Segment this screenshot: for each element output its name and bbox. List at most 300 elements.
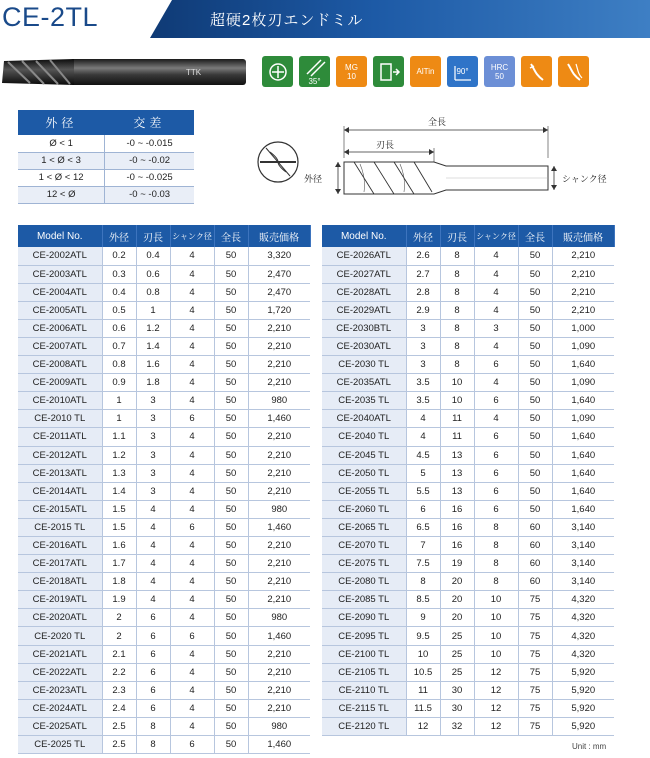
model-no-cell: CE-2016ATL bbox=[18, 537, 102, 555]
table-row bbox=[322, 518, 614, 536]
table-row bbox=[18, 410, 310, 428]
shank-diameter-cell: 4 bbox=[170, 663, 214, 681]
shank-diameter-cell: 4 bbox=[170, 482, 214, 500]
price-cell: 5,920 bbox=[552, 699, 614, 717]
price-cell: 2,210 bbox=[248, 591, 310, 609]
overall-length-cell: 50 bbox=[518, 319, 552, 337]
model-no-cell: CE-2050 TL bbox=[322, 464, 406, 482]
outer-diameter-cell: 0.8 bbox=[102, 356, 136, 374]
flute-length-cell: 30 bbox=[440, 699, 474, 717]
price-cell: 2,210 bbox=[552, 247, 614, 265]
price-cell: 2,210 bbox=[248, 374, 310, 392]
model-no-cell: CE-2004ATL bbox=[18, 283, 102, 301]
price-cell: 3,140 bbox=[552, 555, 614, 573]
flute-length-cell: 25 bbox=[440, 627, 474, 645]
flute-length-cell: 8 bbox=[440, 337, 474, 355]
price-cell: 1,000 bbox=[552, 319, 614, 337]
price-cell: 2,210 bbox=[248, 573, 310, 591]
col-flute-length: 刃長 bbox=[440, 225, 474, 247]
model-no-cell: CE-2008ATL bbox=[18, 356, 102, 374]
outer-diameter-cell: 2.6 bbox=[406, 247, 440, 265]
model-no-cell: CE-2075 TL bbox=[322, 555, 406, 573]
dimension-diagram bbox=[256, 112, 650, 222]
table-row bbox=[18, 518, 310, 536]
overall-length-cell: 50 bbox=[214, 265, 248, 283]
model-no-cell: CE-2025 TL bbox=[18, 736, 102, 754]
price-cell: 2,210 bbox=[248, 663, 310, 681]
shank-diameter-cell: 4 bbox=[170, 699, 214, 717]
shank-diameter-cell: 4 bbox=[170, 265, 214, 283]
tolerance-row bbox=[18, 135, 194, 152]
model-no-cell: CE-2065 TL bbox=[322, 518, 406, 536]
price-cell: 980 bbox=[248, 392, 310, 410]
flute-length-cell: 8 bbox=[440, 319, 474, 337]
flute-length-cell: 6 bbox=[136, 699, 170, 717]
outer-diameter-cell: 2.5 bbox=[102, 717, 136, 735]
model-no-cell: CE-2005ATL bbox=[18, 301, 102, 319]
table-row bbox=[18, 356, 310, 374]
price-cell: 2,210 bbox=[248, 446, 310, 464]
col-shank-diameter: シャンク径 bbox=[170, 225, 214, 247]
table-row bbox=[18, 717, 310, 735]
price-cell: 4,320 bbox=[552, 627, 614, 645]
table-row bbox=[322, 645, 614, 663]
price-cell: 1,090 bbox=[552, 374, 614, 392]
price-cell: 1,460 bbox=[248, 627, 310, 645]
shank-diameter-cell: 4 bbox=[170, 645, 214, 663]
flute-length-cell: 8 bbox=[440, 265, 474, 283]
table-row bbox=[322, 464, 614, 482]
hardness-icon bbox=[484, 56, 515, 87]
flute-length-cell: 3 bbox=[136, 392, 170, 410]
shank-diameter-cell: 8 bbox=[474, 573, 518, 591]
table-row bbox=[322, 356, 614, 374]
overall-length-cell: 50 bbox=[214, 663, 248, 681]
table-row bbox=[18, 500, 310, 518]
table-row bbox=[322, 663, 614, 681]
outer-diameter-cell: 12 bbox=[406, 717, 440, 735]
table-row bbox=[18, 609, 310, 627]
outer-diameter-cell: 7.5 bbox=[406, 555, 440, 573]
model-no-cell: CE-2095 TL bbox=[322, 627, 406, 645]
outer-diameter-cell: 3.5 bbox=[406, 374, 440, 392]
outer-diameter-cell: 1.5 bbox=[102, 518, 136, 536]
tolerance-value: -0 ~ -0.03 bbox=[105, 186, 194, 203]
product-table-left bbox=[18, 225, 311, 754]
overall-length-cell: 50 bbox=[214, 410, 248, 428]
table-row bbox=[18, 464, 310, 482]
tolerance-row bbox=[18, 186, 194, 203]
price-cell: 2,210 bbox=[248, 464, 310, 482]
price-cell: 2,210 bbox=[552, 301, 614, 319]
outer-diameter-cell: 1.1 bbox=[102, 428, 136, 446]
overall-length-cell: 50 bbox=[518, 356, 552, 374]
outer-diameter-cell: 0.3 bbox=[102, 265, 136, 283]
overall-length-cell: 50 bbox=[214, 681, 248, 699]
price-cell: 3,140 bbox=[552, 537, 614, 555]
model-no-cell: CE-2023ATL bbox=[18, 681, 102, 699]
shank-diameter-cell: 4 bbox=[170, 392, 214, 410]
flute-length-cell: 0.6 bbox=[136, 265, 170, 283]
helix-angle-label: 35° bbox=[308, 77, 321, 86]
overall-length-cell: 60 bbox=[518, 555, 552, 573]
outer-diameter-cell: 1.6 bbox=[102, 537, 136, 555]
table-row bbox=[18, 573, 310, 591]
flute-length-cell: 1.8 bbox=[136, 374, 170, 392]
price-cell: 1,090 bbox=[552, 410, 614, 428]
model-no-cell: CE-2027ATL bbox=[322, 265, 406, 283]
col-model: Model No. bbox=[18, 225, 102, 247]
model-no-cell: CE-2055 TL bbox=[322, 482, 406, 500]
price-cell: 1,720 bbox=[248, 301, 310, 319]
shank-diameter-cell: 4 bbox=[170, 555, 214, 573]
col-price: 販売価格 bbox=[552, 225, 614, 247]
col-outer-diameter: 外径 bbox=[102, 225, 136, 247]
product-table-right bbox=[322, 225, 615, 736]
shank-diameter-cell: 4 bbox=[474, 247, 518, 265]
tolerance-header-tolerance: 交差 bbox=[105, 110, 194, 135]
outer-diameter-cell: 0.6 bbox=[102, 319, 136, 337]
flute-length-cell: 1 bbox=[136, 301, 170, 319]
hardness-label: HRC 50 bbox=[490, 62, 509, 81]
overall-length-cell: 75 bbox=[518, 591, 552, 609]
price-cell: 1,460 bbox=[248, 518, 310, 536]
shank-diameter-cell: 8 bbox=[474, 555, 518, 573]
shank-diameter-cell: 4 bbox=[170, 374, 214, 392]
flute-length-cell: 25 bbox=[440, 645, 474, 663]
outer-diameter-cell: 2.8 bbox=[406, 283, 440, 301]
cutting-direction-icon bbox=[373, 56, 404, 87]
outer-diameter-cell: 5.5 bbox=[406, 482, 440, 500]
flute-length-cell: 8 bbox=[440, 283, 474, 301]
col-model: Model No. bbox=[322, 225, 406, 247]
flute-length-label: 刃長 bbox=[376, 140, 395, 150]
table-row bbox=[322, 591, 614, 609]
outer-diameter-cell: 10 bbox=[406, 645, 440, 663]
model-no-cell: CE-2060 TL bbox=[322, 500, 406, 518]
table-row bbox=[18, 337, 310, 355]
model-no-cell: CE-2070 TL bbox=[322, 537, 406, 555]
model-no-cell: CE-2029ATL bbox=[322, 301, 406, 319]
table-row bbox=[322, 537, 614, 555]
price-cell: 2,210 bbox=[248, 356, 310, 374]
shank-diameter-cell: 12 bbox=[474, 681, 518, 699]
col-flute-length: 刃長 bbox=[136, 225, 170, 247]
col-overall-length: 全長 bbox=[214, 225, 248, 247]
col-outer-diameter: 外径 bbox=[406, 225, 440, 247]
model-no-cell: CE-2018ATL bbox=[18, 573, 102, 591]
model-no-cell: CE-2035ATL bbox=[322, 374, 406, 392]
shank-diameter-cell: 8 bbox=[474, 537, 518, 555]
model-no-cell: CE-2105 TL bbox=[322, 663, 406, 681]
flute-length-cell: 6 bbox=[136, 681, 170, 699]
overall-length-cell: 60 bbox=[518, 518, 552, 536]
model-no-cell: CE-2010 TL bbox=[18, 410, 102, 428]
outer-diameter-cell: 7 bbox=[406, 537, 440, 555]
overall-length-cell: 50 bbox=[518, 247, 552, 265]
finishing-icon bbox=[558, 56, 589, 87]
outer-diameter-cell: 8.5 bbox=[406, 591, 440, 609]
model-no-cell: CE-2120 TL bbox=[322, 717, 406, 735]
shank-diameter-cell: 12 bbox=[474, 699, 518, 717]
outer-diameter-cell: 11.5 bbox=[406, 699, 440, 717]
price-cell: 3,140 bbox=[552, 518, 614, 536]
model-no-cell: CE-2035 TL bbox=[322, 392, 406, 410]
end-view-icon bbox=[258, 142, 298, 182]
shank-diameter-cell: 6 bbox=[170, 736, 214, 754]
table-row bbox=[18, 265, 310, 283]
outer-diameter-cell: 2.9 bbox=[406, 301, 440, 319]
overall-length-cell: 50 bbox=[214, 699, 248, 717]
flute-length-cell: 3 bbox=[136, 428, 170, 446]
col-overall-length: 全長 bbox=[518, 225, 552, 247]
flute-length-cell: 11 bbox=[440, 410, 474, 428]
price-cell: 2,210 bbox=[552, 265, 614, 283]
overall-length-cell: 50 bbox=[214, 247, 248, 265]
outer-diameter-cell: 0.7 bbox=[102, 337, 136, 355]
col-price: 販売価格 bbox=[248, 225, 310, 247]
shank-diameter-cell: 12 bbox=[474, 663, 518, 681]
tool-brand: TTK bbox=[186, 68, 202, 77]
table-row bbox=[322, 265, 614, 283]
flute-length-cell: 3 bbox=[136, 446, 170, 464]
price-cell: 2,210 bbox=[248, 555, 310, 573]
grade-icon bbox=[336, 56, 367, 87]
overall-length-cell: 50 bbox=[214, 609, 248, 627]
price-cell: 4,320 bbox=[552, 645, 614, 663]
outer-diameter-cell: 3 bbox=[406, 356, 440, 374]
model-no-cell: CE-2014ATL bbox=[18, 482, 102, 500]
price-cell: 2,470 bbox=[248, 283, 310, 301]
shank-diameter-cell: 6 bbox=[474, 356, 518, 374]
table-row bbox=[18, 247, 310, 265]
flute-length-cell: 4 bbox=[136, 591, 170, 609]
coating-icon bbox=[410, 56, 441, 87]
model-no-cell: CE-2030BTL bbox=[322, 319, 406, 337]
roughing-icon bbox=[521, 56, 552, 87]
price-cell: 2,210 bbox=[248, 319, 310, 337]
overall-length-cell: 50 bbox=[518, 337, 552, 355]
tolerance-value: -0 ~ -0.025 bbox=[105, 169, 194, 186]
price-cell: 2,210 bbox=[248, 699, 310, 717]
outer-diameter-cell: 0.4 bbox=[102, 283, 136, 301]
model-no-cell: CE-2007ATL bbox=[18, 337, 102, 355]
tolerance-range: 1 < Ø < 3 bbox=[18, 152, 105, 169]
shank-diameter-cell: 8 bbox=[474, 518, 518, 536]
model-no-cell: CE-2110 TL bbox=[322, 681, 406, 699]
model-no-cell: CE-2020ATL bbox=[18, 609, 102, 627]
outer-diameter-cell: 2 bbox=[102, 627, 136, 645]
outer-diameter-cell: 2.7 bbox=[406, 265, 440, 283]
outer-diameter-cell: 11 bbox=[406, 681, 440, 699]
tolerance-range: 1 < Ø < 12 bbox=[18, 169, 105, 186]
price-cell: 2,210 bbox=[248, 428, 310, 446]
flute-length-cell: 8 bbox=[440, 301, 474, 319]
outer-diameter-cell: 5 bbox=[406, 464, 440, 482]
table-row bbox=[18, 537, 310, 555]
outer-diameter-cell: 8 bbox=[406, 573, 440, 591]
outer-diameter-cell: 4 bbox=[406, 410, 440, 428]
model-no-cell: CE-2026ATL bbox=[322, 247, 406, 265]
shank-diameter-cell: 4 bbox=[170, 337, 214, 355]
flute-length-cell: 13 bbox=[440, 482, 474, 500]
price-cell: 2,210 bbox=[248, 681, 310, 699]
overall-length-label: 全長 bbox=[428, 117, 447, 127]
outer-diameter-cell: 0.2 bbox=[102, 247, 136, 265]
overall-length-cell: 75 bbox=[518, 645, 552, 663]
model-no-cell: CE-2028ATL bbox=[322, 283, 406, 301]
overall-length-cell: 75 bbox=[518, 627, 552, 645]
overall-length-cell: 50 bbox=[214, 645, 248, 663]
model-no-cell: CE-2006ATL bbox=[18, 319, 102, 337]
shank-diameter-cell: 10 bbox=[474, 609, 518, 627]
price-cell: 1,460 bbox=[248, 410, 310, 428]
flute-length-cell: 6 bbox=[136, 663, 170, 681]
outer-diameter-cell: 9.5 bbox=[406, 627, 440, 645]
flute-length-cell: 16 bbox=[440, 500, 474, 518]
price-cell: 1,090 bbox=[552, 337, 614, 355]
shank-diameter-cell: 4 bbox=[170, 591, 214, 609]
flute-length-cell: 6 bbox=[136, 627, 170, 645]
outer-diameter-cell: 2 bbox=[102, 609, 136, 627]
table-row bbox=[18, 591, 310, 609]
table-row bbox=[18, 392, 310, 410]
table-row bbox=[322, 319, 614, 337]
overall-length-cell: 50 bbox=[518, 283, 552, 301]
flute-length-cell: 8 bbox=[136, 717, 170, 735]
table-row bbox=[18, 428, 310, 446]
table-row bbox=[18, 301, 310, 319]
shank-diameter-label: シャンク径 bbox=[562, 174, 607, 184]
table-row bbox=[322, 627, 614, 645]
flute-length-cell: 4 bbox=[136, 518, 170, 536]
shank-diameter-cell: 6 bbox=[474, 428, 518, 446]
price-cell: 1,460 bbox=[248, 736, 310, 754]
table-row bbox=[322, 446, 614, 464]
overall-length-cell: 60 bbox=[518, 573, 552, 591]
outer-diameter-cell: 2.3 bbox=[102, 681, 136, 699]
shank-diameter-cell: 4 bbox=[170, 247, 214, 265]
price-cell: 980 bbox=[248, 609, 310, 627]
square-end-icon bbox=[262, 56, 293, 87]
table-row bbox=[322, 482, 614, 500]
price-cell: 2,210 bbox=[248, 482, 310, 500]
table-row bbox=[18, 374, 310, 392]
outer-diameter-cell: 10.5 bbox=[406, 663, 440, 681]
page-title: CE-2TL bbox=[2, 2, 99, 32]
outer-diameter-cell: 1.2 bbox=[102, 446, 136, 464]
flute-length-cell: 8 bbox=[440, 247, 474, 265]
price-cell: 5,920 bbox=[552, 717, 614, 735]
shank-diameter-cell: 10 bbox=[474, 645, 518, 663]
overall-length-cell: 50 bbox=[214, 537, 248, 555]
outer-diameter-cell: 2.4 bbox=[102, 699, 136, 717]
product-table-header bbox=[18, 225, 310, 247]
flute-length-cell: 0.4 bbox=[136, 247, 170, 265]
outer-diameter-cell: 4.5 bbox=[406, 446, 440, 464]
overall-length-cell: 75 bbox=[518, 663, 552, 681]
shank-diameter-cell: 4 bbox=[170, 681, 214, 699]
outer-diameter-cell: 3 bbox=[406, 319, 440, 337]
shank-diameter-cell: 10 bbox=[474, 591, 518, 609]
outer-diameter-cell: 1.3 bbox=[102, 464, 136, 482]
overall-length-cell: 50 bbox=[518, 374, 552, 392]
price-cell: 5,920 bbox=[552, 681, 614, 699]
shank-diameter-cell: 6 bbox=[474, 482, 518, 500]
overall-length-cell: 75 bbox=[518, 681, 552, 699]
outer-diameter-cell: 1 bbox=[102, 392, 136, 410]
shank-diameter-cell: 4 bbox=[170, 283, 214, 301]
price-cell: 1,640 bbox=[552, 500, 614, 518]
model-no-cell: CE-2040ATL bbox=[322, 410, 406, 428]
outer-diameter-cell: 0.5 bbox=[102, 301, 136, 319]
model-no-cell: CE-2013ATL bbox=[18, 464, 102, 482]
tolerance-header-diameter: 外径 bbox=[18, 110, 105, 135]
grade-label: MG 10 bbox=[345, 62, 358, 81]
outer-diameter-cell: 1.8 bbox=[102, 573, 136, 591]
model-no-cell: CE-2015 TL bbox=[18, 518, 102, 536]
model-no-cell: CE-2024ATL bbox=[18, 699, 102, 717]
outer-diameter-cell: 2.5 bbox=[102, 736, 136, 754]
price-cell: 5,920 bbox=[552, 663, 614, 681]
table-row bbox=[322, 681, 614, 699]
flute-length-cell: 0.8 bbox=[136, 283, 170, 301]
shank-diameter-cell: 4 bbox=[474, 265, 518, 283]
overall-length-cell: 50 bbox=[214, 573, 248, 591]
flute-length-cell: 10 bbox=[440, 392, 474, 410]
overall-length-cell: 50 bbox=[214, 374, 248, 392]
spec-icon-row bbox=[262, 56, 589, 87]
model-no-cell: CE-2020 TL bbox=[18, 627, 102, 645]
table-row bbox=[18, 645, 310, 663]
flute-length-cell: 6 bbox=[136, 645, 170, 663]
shank-diameter-cell: 4 bbox=[170, 301, 214, 319]
table-row bbox=[18, 283, 310, 301]
table-row bbox=[322, 699, 614, 717]
shank-diameter-cell: 10 bbox=[474, 627, 518, 645]
flute-length-cell: 11 bbox=[440, 428, 474, 446]
price-cell: 980 bbox=[248, 500, 310, 518]
shank-diameter-cell: 6 bbox=[474, 392, 518, 410]
outer-diameter-cell: 1.4 bbox=[102, 482, 136, 500]
flute-length-cell: 3 bbox=[136, 464, 170, 482]
model-no-cell: CE-2085 TL bbox=[322, 591, 406, 609]
overall-length-cell: 60 bbox=[518, 537, 552, 555]
table-row bbox=[322, 717, 614, 735]
overall-length-cell: 50 bbox=[214, 392, 248, 410]
overall-length-cell: 50 bbox=[214, 555, 248, 573]
flute-length-cell: 13 bbox=[440, 446, 474, 464]
overall-length-cell: 50 bbox=[214, 500, 248, 518]
price-cell: 1,640 bbox=[552, 356, 614, 374]
table-row bbox=[322, 247, 614, 265]
model-no-cell: CE-2100 TL bbox=[322, 645, 406, 663]
outer-diameter-cell: 3.5 bbox=[406, 392, 440, 410]
flute-length-cell: 4 bbox=[136, 500, 170, 518]
price-cell: 4,320 bbox=[552, 609, 614, 627]
tolerance-row bbox=[18, 152, 194, 169]
table-row bbox=[18, 319, 310, 337]
price-cell: 3,320 bbox=[248, 247, 310, 265]
col-shank-diameter: シャンク径 bbox=[474, 225, 518, 247]
table-row bbox=[18, 446, 310, 464]
flute-length-cell: 20 bbox=[440, 609, 474, 627]
table-row bbox=[322, 392, 614, 410]
flute-length-cell: 20 bbox=[440, 573, 474, 591]
overall-length-cell: 75 bbox=[518, 699, 552, 717]
model-no-cell: CE-2011ATL bbox=[18, 428, 102, 446]
shank-diameter-cell: 6 bbox=[170, 627, 214, 645]
